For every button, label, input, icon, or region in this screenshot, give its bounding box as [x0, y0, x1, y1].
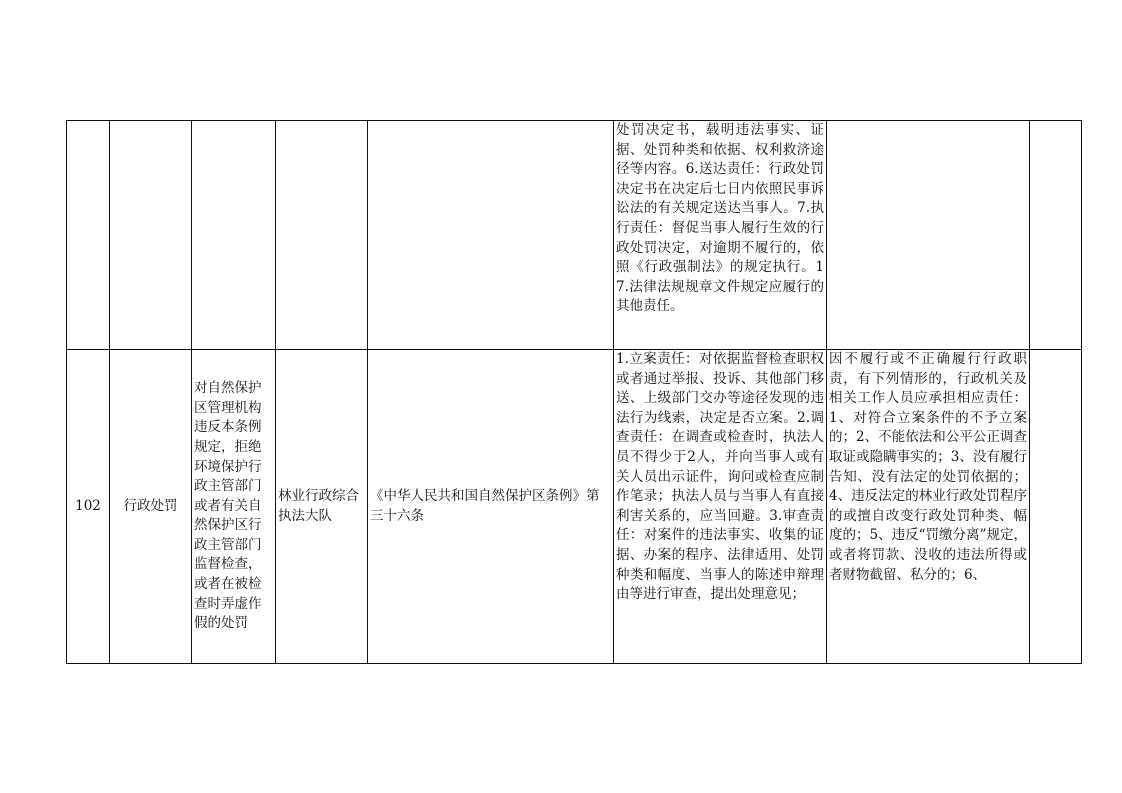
remarks-cell	[1030, 350, 1082, 664]
responsibility-cell: 处罚决定书，载明违法事实、证据、处罚种类和依据、权利救济途径等内容。6.送达责任：行政处罚决定书在决定后七日内依照民事诉讼法的有关规定送达当事人。7.执行责任：督促当事人履行生效的行政处罚决定，对逾期不履行的，依照《行政强制法》的规定执行。17.法律法规规章文件规定应履行的其他责任。	[614, 121, 827, 350]
remarks-cell	[1030, 121, 1082, 350]
table-row-102	[67, 350, 1082, 664]
responsibility-cell: 1.立案责任：对依据监督检查职权或者通过举报、投诉、其他部门移送、上级部门交办等途径发现的违法行为线索，决定是否立案。2.调查责任：在调查或检查时，执法人员不得少于2人，并向当事人或有关人员出示证件，询问或检查应制作笔录；执法人员与当事人有直接利害关系的，应当回避。3.审查责任：对案件的违法事实、收集的证据、办案的程序、法律适用、处罚种类和幅度、当事人的陈述申辩理由等进行审查，提出处理意见；	[614, 350, 827, 664]
basis-cell: 《中华人民共和国自然保护区条例》第三十六条	[368, 350, 614, 664]
number-cell: 102	[67, 350, 110, 664]
accountability-cell	[827, 121, 1030, 350]
category-cell	[110, 121, 192, 350]
item-cell: 对自然保护区管理机构违反本条例规定，拒绝环境保护行政主管部门或者有关自然保护区行政主管部门监督检查，或者在被检查时弄虚作假的处罚	[192, 350, 276, 664]
agency-cell	[276, 121, 368, 350]
duty-table	[66, 120, 1082, 664]
number-cell	[67, 121, 110, 350]
category-cell: 行政处罚	[110, 350, 192, 664]
agency-cell: 林业行政综合执法大队	[276, 350, 368, 664]
basis-cell	[368, 121, 614, 350]
accountability-cell: 因不履行或不正确履行行政职责，有下列情形的，行政机关及相关工作人员应承担相应责任：1、对符合立案条件的不予立案的；2、不能依法和公平公正调查取证或隐瞒事实的；3、没有履行告知、没有法定的处罚依据的；4、违反法定的林业行政处罚程序的或擅自改变行政处罚种类、幅度的；5、违反“罚缴分离”规定，或者将罚款、没收的违法所得或者财物截留、私分的；6、	[827, 350, 1030, 664]
table-row-continued	[67, 121, 1082, 350]
item-cell	[192, 121, 276, 350]
